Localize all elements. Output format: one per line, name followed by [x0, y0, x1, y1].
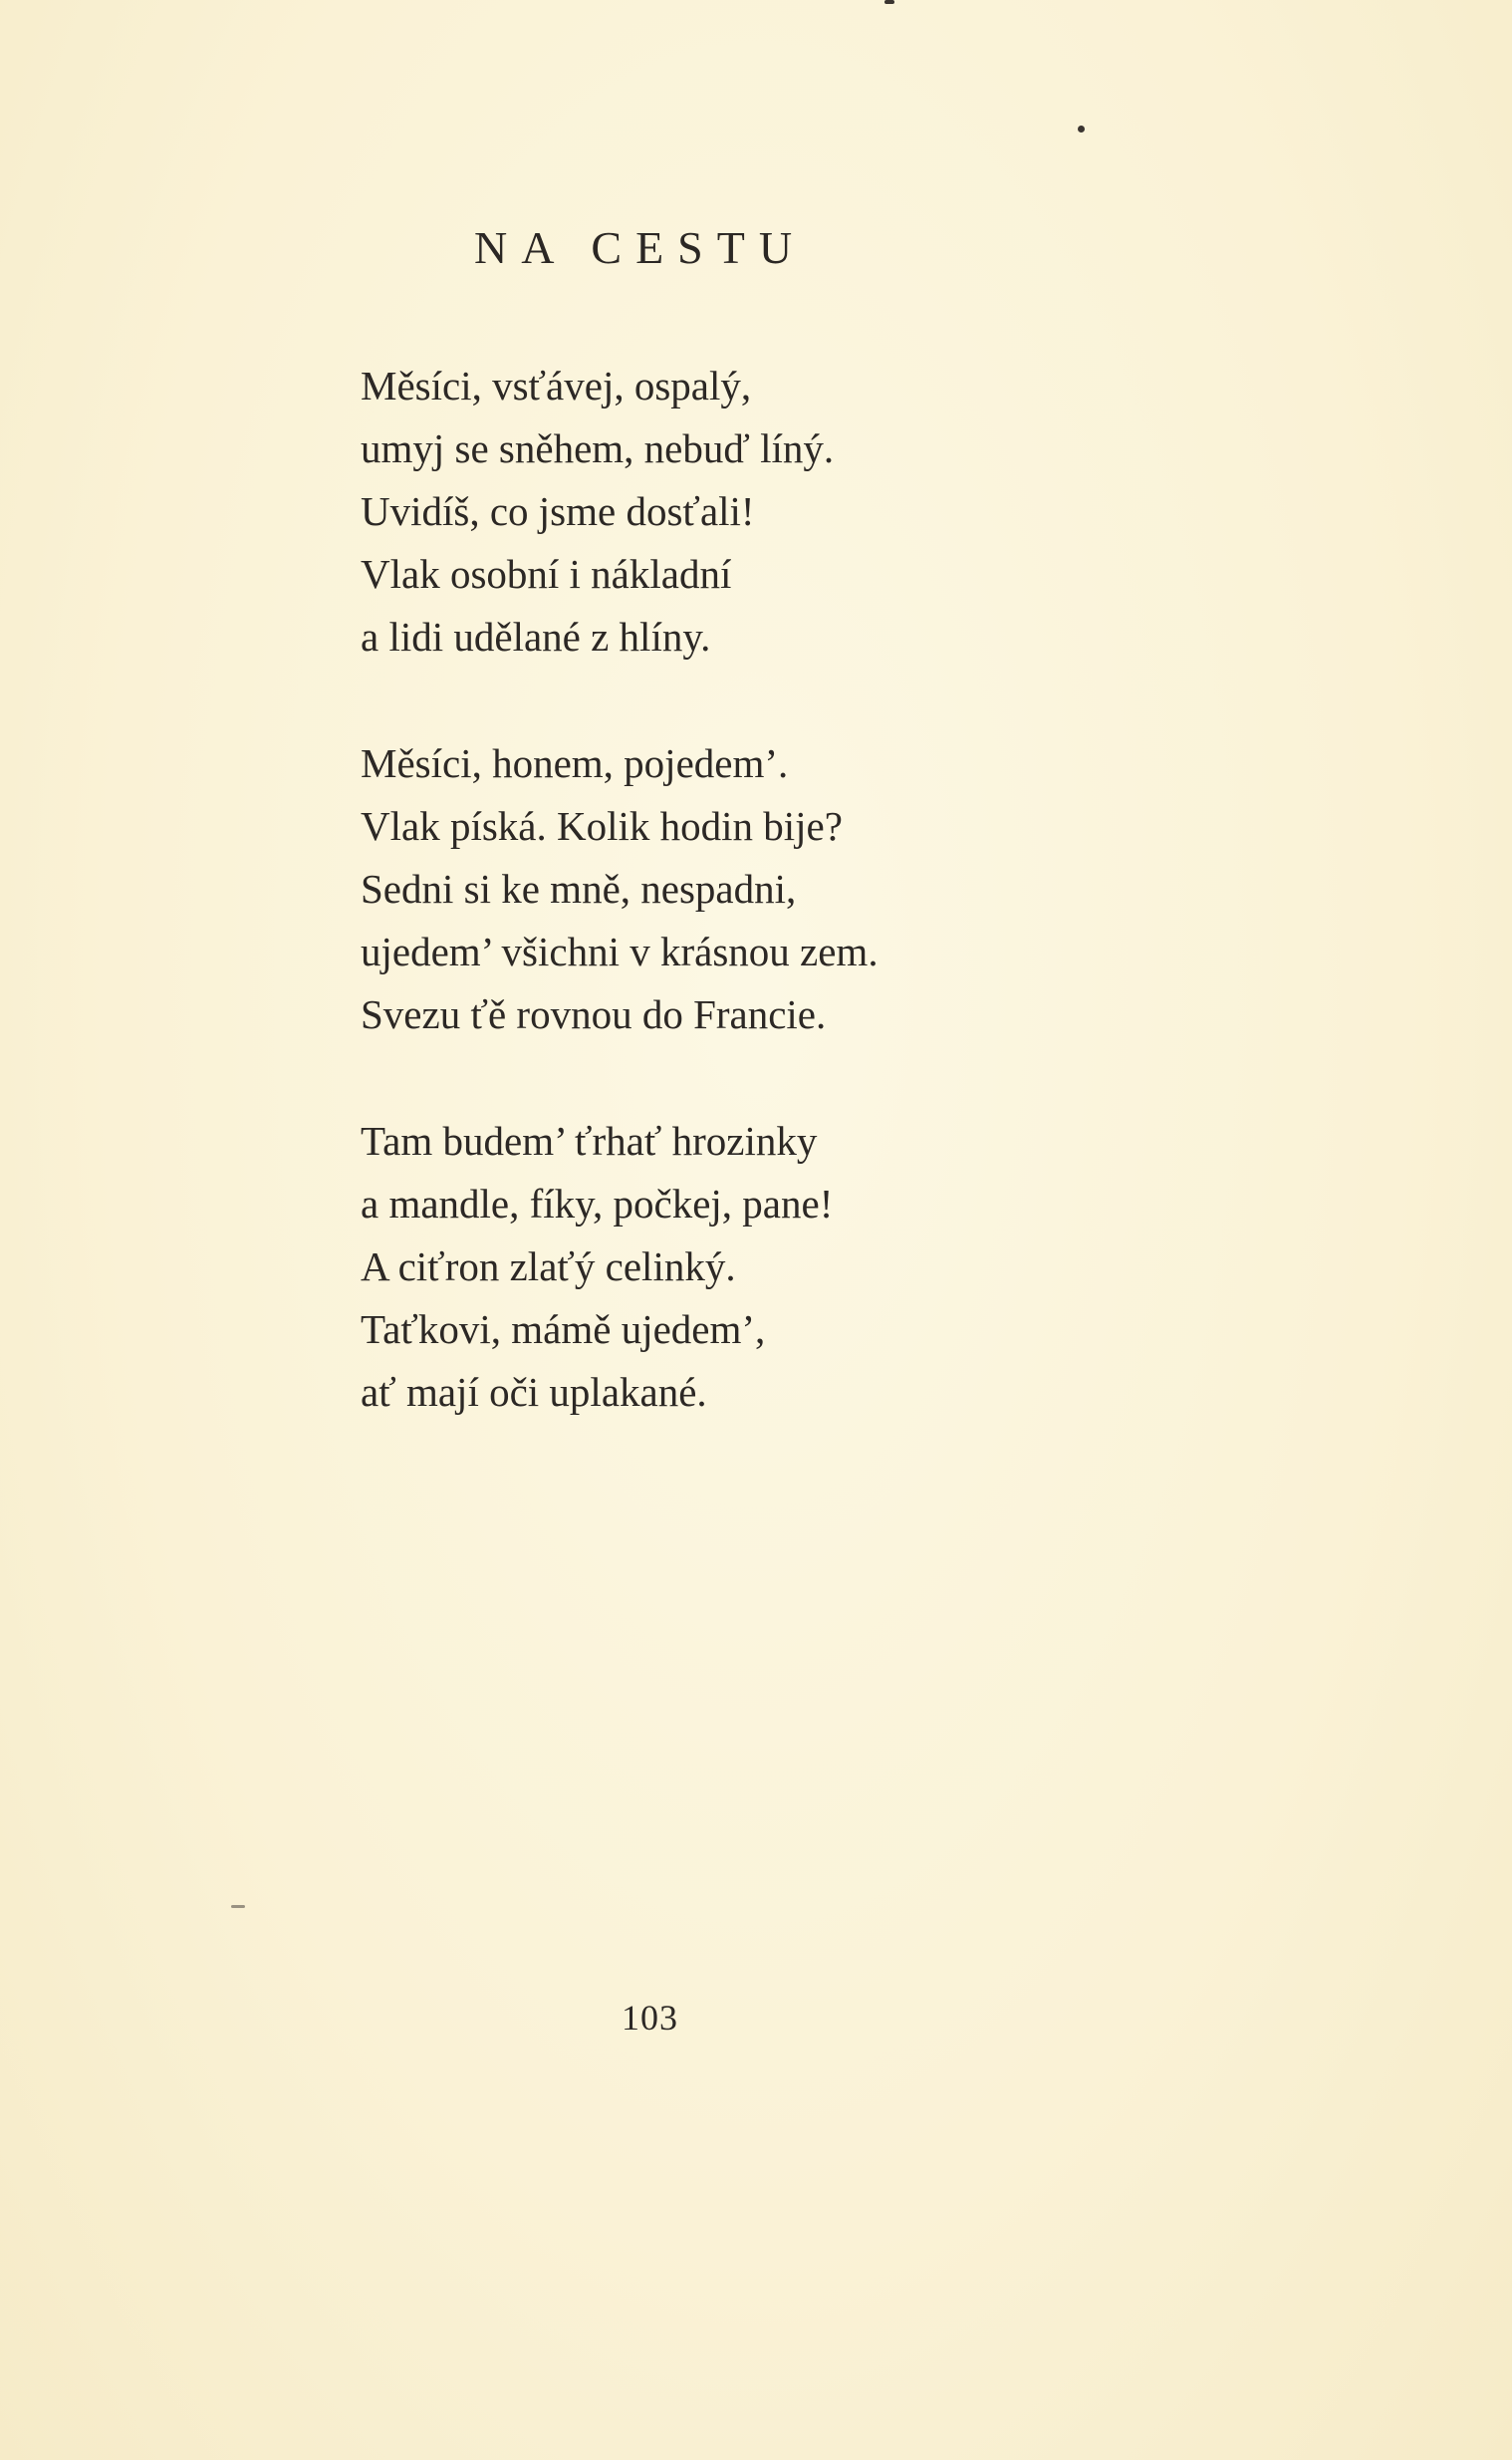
poem-line: Sedni si ke mně, nespadni,: [361, 866, 797, 912]
poem-line: Měsíci, honem, pojedem’.: [361, 740, 789, 786]
poem-body: [361, 355, 1377, 1488]
poem-line: A ciťron zlaťý celinký.: [361, 1243, 736, 1289]
poem-line: Měsíci, vsťávej, ospalý,: [361, 363, 752, 409]
poem-line: a mandle, fíky, počkej, pane!: [361, 1181, 834, 1227]
poem-title: NA CESTU: [474, 222, 807, 273]
poem-line: Uvidíš, co jsme dosťali!: [361, 488, 755, 534]
poem-line: umyj se sněhem, nebuď líný.: [361, 425, 835, 471]
poem-line: ujedem’ všichni v krásnou zem.: [361, 929, 879, 974]
stanza-2: [361, 732, 1377, 1046]
paper-speck: [231, 1905, 245, 1908]
poem-line: ať mají oči uplakané.: [361, 1369, 707, 1415]
stanza-3: [361, 1110, 1377, 1424]
poem-line: Svezu ťě rovnou do Francie.: [361, 991, 827, 1037]
poem-line: Tam budem’ ťrhať hrozinky: [361, 1118, 818, 1164]
stanza-1: [361, 355, 1377, 669]
paper-speck: [1078, 126, 1085, 133]
paper-speck: [884, 0, 894, 4]
poem-line: a lidi udělané z hlíny.: [361, 614, 711, 660]
page-number: 103: [622, 1998, 678, 2038]
poem-line: Vlak osobní i nákladní: [361, 551, 732, 597]
poem-line: Taťkovi, mámě ujedem’,: [361, 1306, 766, 1352]
poem-line: Vlak píská. Kolik hodin bije?: [361, 803, 843, 849]
